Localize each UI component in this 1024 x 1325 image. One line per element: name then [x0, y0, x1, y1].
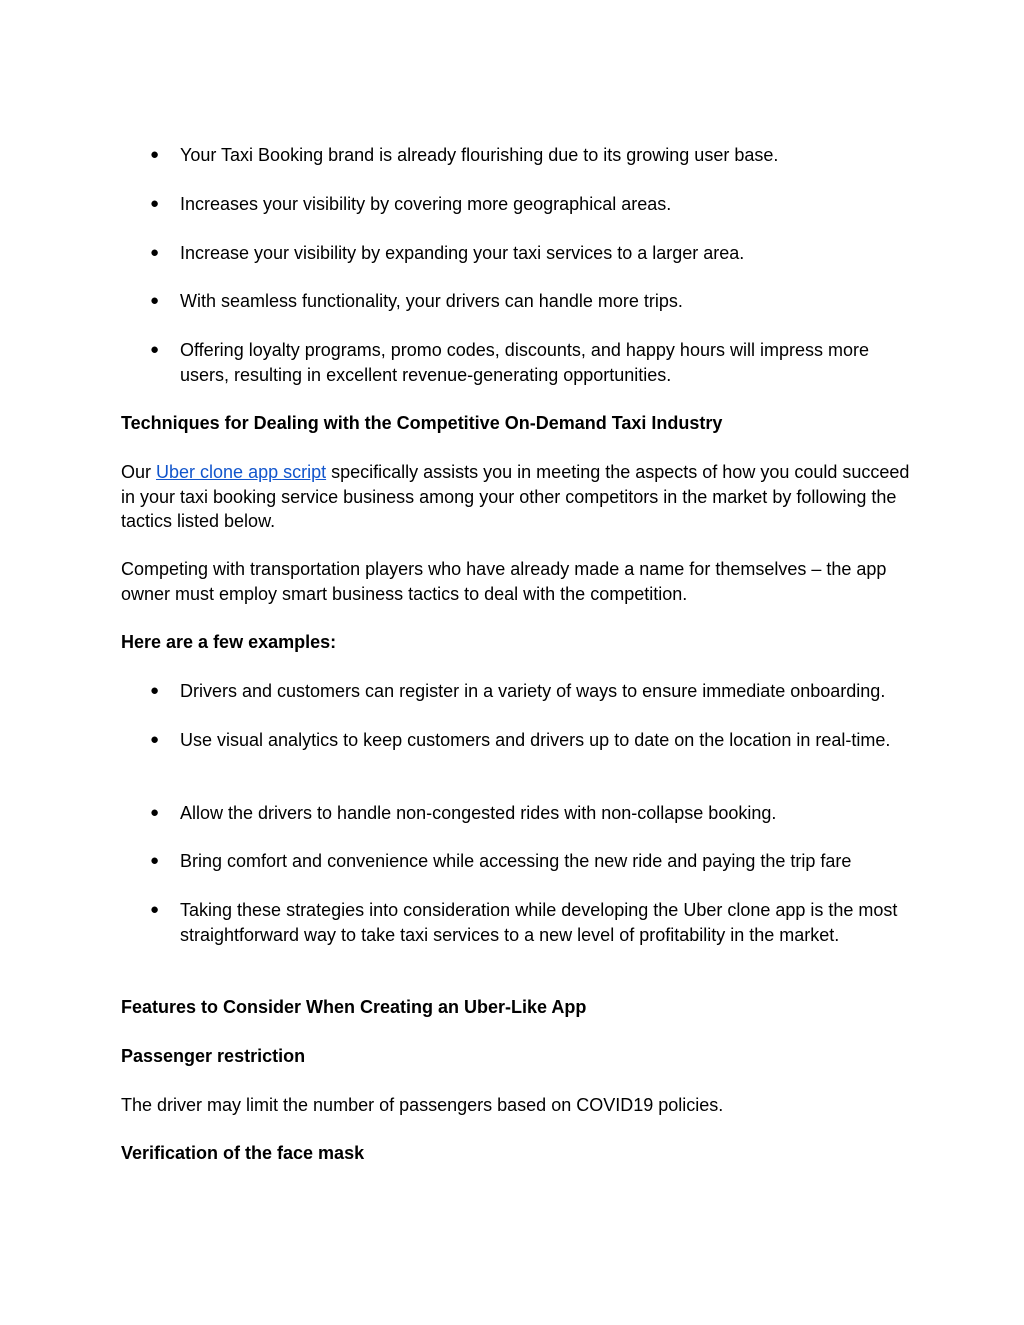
list-item-text: Drivers and customers can register in a variety of ways to ensure immediate onboarding.: [180, 681, 886, 701]
list-item: [121, 289, 921, 314]
paragraph-driver: The driver may limit the number of passengers based on COVID19 policies.: [121, 1095, 724, 1115]
bullet-icon: ●: [150, 731, 160, 748]
bullet-icon: ●: [150, 292, 160, 309]
list-item: [121, 241, 921, 266]
list-item: [121, 849, 921, 874]
list-item-text: Allow the drivers to handle non-congested rides with non-collapse booking.: [180, 803, 777, 823]
uber-clone-link[interactable]: Uber clone app script: [156, 462, 327, 482]
list-item: [121, 143, 921, 168]
list-item-text: Increase your visibility by expanding your taxi services to a larger area.: [180, 243, 745, 263]
list-item: [121, 338, 921, 387]
bullet-icon: ●: [150, 852, 160, 869]
list-item-text: Use visual analytics to keep customers and drivers up to date on the location in real-time.: [180, 730, 891, 750]
list-item: [121, 192, 921, 217]
bullet-icon: ●: [150, 804, 160, 821]
list-item: [121, 801, 921, 826]
section-heading-examples: Here are a few examples:: [121, 632, 337, 652]
paragraph-our-suffix: specifically assists you in meeting the aspects of how you could succeed in your taxi booking service business among your other competitors in the market by following the tactics listed below.: [121, 462, 910, 531]
list-item-text: With seamless functionality, your drivers can handle more trips.: [180, 291, 683, 311]
list-item: [121, 679, 921, 704]
subheading-face-mask: Verification of the face mask: [121, 1143, 365, 1163]
list-item-text: Offering loyalty programs, promo codes, discounts, and happy hours will impress more users, resulting in excellent revenue-generating opportunities.: [180, 340, 869, 385]
paragraph-competing: Competing with transportation players who have already made a name for themselves – the app owner must employ smart business tactics to deal with the competition.: [121, 559, 887, 604]
bullet-icon: ●: [150, 682, 160, 699]
bullet-icon: ●: [150, 901, 160, 918]
list-item: [121, 898, 921, 947]
paragraph-our: [121, 460, 921, 534]
bullet-icon: ●: [150, 195, 160, 212]
section-heading-techniques: Techniques for Dealing with the Competitive On-Demand Taxi Industry: [121, 413, 723, 433]
section-heading-features: Features to Consider When Creating an Uber-Like App: [121, 997, 587, 1017]
bullet-icon: ●: [150, 341, 160, 358]
bullet-icon: ●: [150, 146, 160, 163]
list-item-text: Bring comfort and convenience while accessing the new ride and paying the trip fare: [180, 851, 852, 871]
paragraph-our-prefix: Our: [121, 462, 157, 482]
list-item-text: Taking these strategies into consideration while developing the Uber clone app is the most straightforward way to take taxi services to a new level of profitability in the market.: [180, 900, 898, 945]
list-item-text: Increases your visibility by covering more geographical areas.: [180, 194, 672, 214]
list-item-text: Your Taxi Booking brand is already flourishing due to its growing user base.: [180, 145, 779, 165]
list-item: [121, 728, 921, 753]
bullet-icon: ●: [150, 244, 160, 261]
subheading-passenger-restriction: Passenger restriction: [121, 1046, 306, 1066]
